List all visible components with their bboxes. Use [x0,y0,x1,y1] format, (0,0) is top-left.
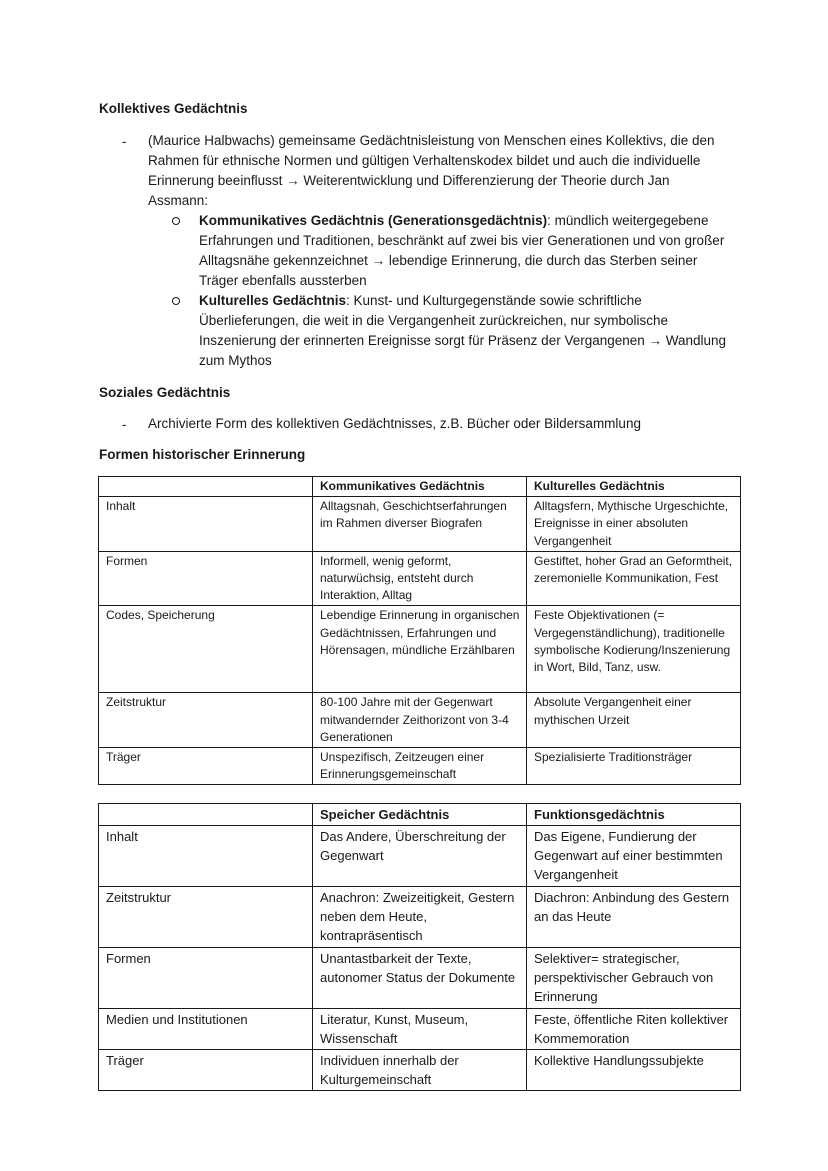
table-cell: Selektiver= strategischer, perspektivischer Gebrauch von Erinnerung [527,948,741,1009]
table-cell: Unantastbarkeit der Texte, autonomer Status der Dokumente [313,948,527,1009]
table-cell: Unspezifisch, Zeitzeugen einer Erinnerungsgemeinschaft [313,748,527,785]
table-cell: Lebendige Erinnerung in organischen Gedächtnissen, Erfahrungen und Hörensagen, mündliche Erzählbaren [313,606,527,693]
table-header-row [99,804,741,826]
bullet-text-halbwachs: (Maurice Halbwachs) gemeinsame Gedächtnisleistung von Menschen eines Kollektivs, die den Rahmen für ethnische Normen und gültigen Verhaltenskodex bildet und auch die individuelle Erinnerung beeinflusst → Weiterentwicklung und Differenzierung der Theorie durch Jan Assmann: [148,133,715,208]
table-row [99,948,741,1009]
sub-item-text: : Kunst- und Kulturgegenstände sowie schriftliche Überlieferungen, die weit in die Vergangenheit zurückreichen, nur symbolische Inszenierung der erinnerten Ereignisse sorgt für Präsenz der Vergangenen → Wandlung zum Mythos [199,293,727,368]
table-speicher-funktion [98,803,741,1091]
table-kommunikativ-kulturell [98,476,741,785]
sub-item-text: : mündlich weitergegebene Erfahrungen und Traditionen, beschränkt auf zwei bis vier Generationen und von großer Alltagsnähe gekennzeichnet → lebendige Erinnerung, die durch das Sterben seiner Träger ebenfalls aussterben [199,213,725,288]
row-label-cell: Codes, Speicherung [99,606,313,693]
table-row [99,551,741,606]
table-header-cell [99,804,313,826]
table-cell: Anachron: Zweizeitigkeit, Gestern neben dem Heute, kontrapräsentisch [313,887,527,948]
circle-bullet-icon [172,217,180,225]
sub-item-kommunikatives [199,211,729,291]
heading-formen-historischer-erinnerung: Formen historischer Erinnerung [99,447,306,462]
table-header-cell: Kommunikatives Gedächtnis [313,477,527,497]
heading-kollektives-gedaechtnis: Kollektives Gedächtnis [99,101,248,116]
row-label-cell: Medien und Institutionen [99,1009,313,1050]
row-label-cell: Träger [99,1050,313,1091]
table-row [99,887,741,948]
row-label-cell: Inhalt [99,497,313,552]
row-label-cell: Formen [99,551,313,606]
table-row [99,748,741,785]
heading-soziales-gedaechtnis: Soziales Gedächtnis [99,385,231,400]
table-cell: 80-100 Jahre mit der Gegenwart mitwandernder Zeithorizont von 3-4 Generationen [313,693,527,748]
table-cell: Literatur, Kunst, Museum, Wissenschaft [313,1009,527,1050]
table-row [99,1050,741,1091]
row-label-cell: Formen [99,948,313,1009]
table-header-cell: Funktionsgedächtnis [527,804,741,826]
table-cell: Informell, wenig geformt, naturwüchsig, entsteht durch Interaktion, Alltag [313,551,527,606]
table-header-cell [99,477,313,497]
row-label-cell: Träger [99,748,313,785]
table-cell: Das Eigene, Fundierung der Gegenwart auf einer bestimmten Vergangenheit [527,826,741,887]
table-cell: Kollektive Handlungssubjekte [527,1050,741,1091]
table-cell: Diachron: Anbindung des Gestern an das Heute [527,887,741,948]
sub-item-term: Kommunikatives Gedächtnis (Generationsgedächtnis) [199,213,548,228]
table-row [99,606,741,693]
table-header-row [99,477,741,497]
table-cell: Spezialisierte Traditionsträger [527,748,741,785]
table-cell: Absolute Vergangenheit einer mythischen Urzeit [527,693,741,748]
row-label-cell: Inhalt [99,826,313,887]
sub-item-term: Kulturelles Gedächtnis [199,293,347,308]
table-header-cell: Speicher Gedächtnis [313,804,527,826]
table-row [99,826,741,887]
table-cell: Alltagsfern, Mythische Urgeschichte, Ereignisse in einer absoluten Vergangenheit [527,497,741,552]
bullet-text-archiviert: Archivierte Form des kollektiven Gedächtnisses, z.B. Bücher oder Bildersammlung [148,416,641,431]
table-cell: Alltagsnah, Geschichtserfahrungen im Rahmen diverser Biografen [313,497,527,552]
row-label-cell: Zeitstruktur [99,887,313,948]
table-cell: Feste Objektivationen (= Vergegenständlichung), traditionelle symbolische Kodierung/Inszenierung in Wort, Bild, Tanz, usw. [527,606,741,693]
table-row [99,693,741,748]
table-row [99,497,741,552]
table-cell: Gestiftet, hoher Grad an Geformtheit, zeremonielle Kommunikation, Fest [527,551,741,606]
table-cell: Feste, öffentliche Riten kollektiver Kommemoration [527,1009,741,1050]
table-cell: Das Andere, Überschreitung der Gegenwart [313,826,527,887]
sub-item-kulturelles [199,291,729,371]
bullet-dash: - [122,134,127,149]
table-header-cell: Kulturelles Gedächtnis [527,477,741,497]
table-row [99,1009,741,1050]
table-cell: Individuen innerhalb der Kulturgemeinschaft [313,1050,527,1091]
circle-bullet-icon [172,297,180,305]
row-label-cell: Zeitstruktur [99,693,313,748]
bullet-dash: - [122,417,127,432]
